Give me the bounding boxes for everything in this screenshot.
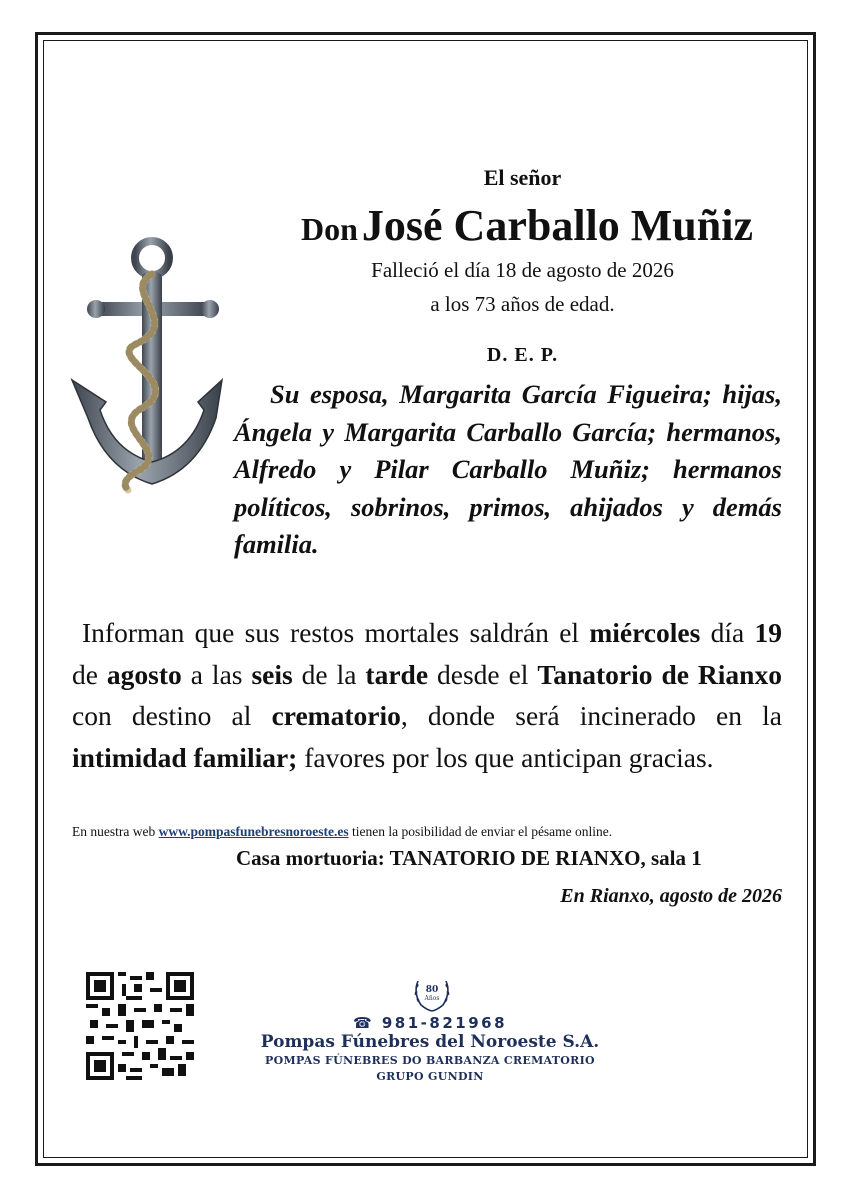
name-prefix: Don: [300, 211, 358, 247]
anchor-icon: [66, 232, 226, 504]
announcement-text: Informan que sus restos mortales saldrán el: [82, 617, 590, 648]
announcement-hour: seis: [251, 658, 293, 690]
honorific: El señor: [483, 165, 562, 190]
place-and-date: En Rianxo, agosto de 2026: [560, 885, 782, 907]
phone-icon: ☎: [352, 1014, 375, 1032]
announcement-time-of-day: tarde: [365, 658, 429, 690]
website-link[interactable]: www.pompasfunebresnoroeste.es: [158, 824, 349, 839]
announcement-month: agosto: [106, 658, 182, 690]
announcement-text: con destino al: [72, 700, 272, 731]
deceased-name: José Carballo Muñiz: [361, 201, 753, 250]
age-at-death: a los 73 años de edad.: [430, 292, 615, 316]
announcement-privacy: intimidad familiar;: [72, 741, 298, 773]
announcement-origin: Tanatorio de Rianxo: [537, 658, 782, 690]
phone-number: 981-821968: [381, 1014, 508, 1032]
company-name: Pompas Fúnebres del Noroeste S.A.: [260, 1032, 600, 1052]
announcement-text: favores por los que anticipan gracias.: [297, 741, 714, 773]
company-subline: POMPAS FÚNEBRES DO BARBANZA CREMATORIO: [265, 1054, 595, 1067]
web-note-text: tienen la posibilidad de enviar el pésame online.: [348, 824, 613, 839]
announcement-text: día: [700, 617, 755, 648]
announcement-date: 19: [754, 617, 782, 648]
funeral-home-location: Casa mortuoria: TANATORIO DE RIANXO, sala 1: [236, 846, 702, 870]
announcement-destination: crematorio: [271, 700, 401, 731]
web-note-text: En nuestra web: [72, 824, 159, 839]
funeral-home-phone[interactable]: [300, 1014, 560, 1032]
badge-word: Años: [424, 995, 440, 1002]
condolence-web-note: [72, 824, 792, 840]
funeral-announcement: [72, 612, 782, 778]
badge-number: 80: [425, 985, 439, 995]
death-date: Falleció el día 18 de agosto de 2026: [371, 258, 674, 282]
company-group: GRUPO GUNDIN: [376, 1070, 484, 1083]
announcement-text: desde el: [428, 658, 538, 690]
announcement-day: miércoles: [589, 617, 701, 648]
family-members: Su esposa, Margarita García Figueira; hijas, Ángela y Margarita Carballo García; hermanos, Alfredo y Pilar Carballo Muñiz; hermanos políticos, sobrinos, primos, ahijados y demás familia.: [234, 379, 782, 559]
announcement-text: de: [72, 658, 107, 690]
announcement-text: a las: [181, 658, 252, 690]
announcement-text: , donde será incinerado en la: [400, 700, 782, 731]
rip-mark: D. E. P.: [486, 344, 559, 366]
deceased-name-line: [262, 200, 792, 251]
laurel-badge-icon: [409, 973, 455, 1013]
qr-code[interactable]: [86, 972, 194, 1080]
announcement-text: de la: [292, 658, 366, 690]
